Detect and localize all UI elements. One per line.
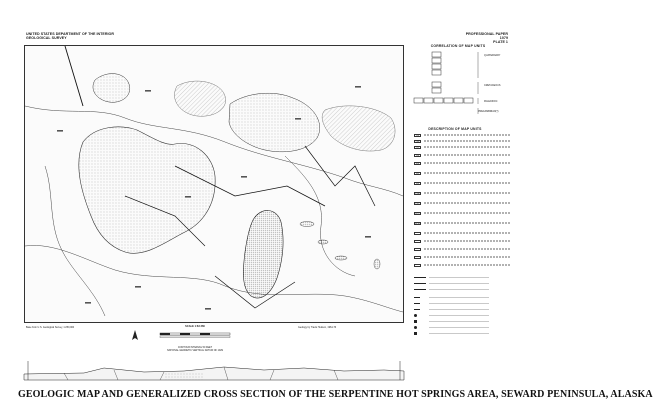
unit-row: [414, 212, 510, 216]
symbol-fault: [414, 282, 510, 285]
cross-section: [24, 358, 404, 382]
unit-code-box: Pzm: [415, 193, 420, 195]
unit-code-box: Kgr: [415, 163, 420, 165]
geologic-map[interactable]: [24, 45, 404, 323]
agency-line-2: GEOLOGICAL SURVEY: [26, 36, 67, 41]
schist-area-center: [174, 81, 225, 116]
contact-line-2: [25, 245, 403, 312]
unit-code-box: pCm: [415, 223, 420, 225]
correlation-title: CORRELATION OF MAP UNITS: [430, 44, 486, 48]
granite-body-west: [79, 127, 215, 253]
fault-line-1: [65, 46, 83, 106]
paper-number: PROFESSIONAL PAPER 1079: [465, 32, 508, 41]
symbol-hot-spring: [414, 314, 510, 317]
plate-number: PLATE 1: [493, 40, 508, 45]
north-arrow-icon: [128, 330, 142, 342]
unit-row: [414, 182, 510, 186]
unit-row: [414, 140, 510, 144]
era-label-paleozoic: PALEOZOIC: [484, 100, 498, 103]
unit-code-box: Pzs: [415, 203, 420, 205]
schist-area-east: [322, 106, 395, 151]
outcrop-3: [374, 259, 380, 269]
unit-row: [414, 232, 510, 236]
base-note: Base from U.S. Geological Survey, 1:250,000: [26, 326, 75, 329]
symbol-sample: [414, 326, 510, 329]
author-note: Geology by Travis Hudson, 1964-76: [298, 326, 337, 329]
symbol-contact: [414, 276, 510, 279]
era-label-quaternary: QUATERNARY: [484, 54, 501, 57]
paper-header: [458, 32, 508, 45]
scale-bar: [150, 331, 240, 341]
unit-row: [414, 146, 510, 150]
scale-title: SCALE 1:63 360: [185, 325, 205, 328]
symbol-lineation: [414, 308, 510, 311]
intrusive-body-south: [243, 210, 283, 298]
unit-code-box: Qg: [414, 154, 421, 157]
map-drawing: [25, 46, 403, 322]
symbol-fossil: [414, 332, 510, 335]
unit-row: [414, 248, 510, 252]
datum-note: NATIONAL GEODETIC VERTICAL DATUM OF 1929: [166, 349, 223, 352]
unit-code-box: Kd: [414, 182, 421, 185]
unit-row: [414, 154, 510, 158]
unit-row: [414, 192, 510, 196]
unit-row: [414, 222, 510, 226]
symbol-mine: [414, 320, 510, 323]
agency-line-1: UNITED STATES DEPARTMENT OF THE INTERIOR: [26, 32, 115, 36]
fault-line-4: [305, 146, 375, 206]
era-label-cretaceous: CRETACEOUS: [484, 84, 501, 87]
contour-note: CONTOUR INTERVAL 50 FEET: [177, 346, 213, 349]
agency-header: [26, 32, 114, 40]
unit-row: [414, 256, 510, 260]
unit-row: [414, 162, 510, 166]
unit-row: [414, 202, 510, 206]
symbol-strike-dip: [414, 296, 510, 299]
unit-code-box: Qa: [414, 134, 421, 137]
outcrop-2: [318, 240, 328, 244]
unit-code-box: Qt: [414, 146, 421, 149]
unit-row: [414, 264, 510, 268]
unit-code-box: Qal: [415, 141, 420, 143]
outcrop-1: [300, 222, 314, 227]
outcrop-4: [335, 256, 347, 260]
unit-row: [414, 172, 510, 176]
granite-body-northwest: [93, 74, 130, 103]
unit-code-box: pCs: [415, 213, 420, 215]
scale-block: [150, 325, 240, 357]
symbol-thrust: [414, 288, 510, 291]
page-title: GEOLOGIC MAP AND GENERALIZED CROSS SECTION OF THE SERPENTINE HOT SPRINGS AREA, SEWARD PENINSULA, ALASKA: [18, 389, 653, 400]
unit-code-box: Kg: [414, 172, 421, 175]
era-label-precambrian: PRECAMBRIAN(?): [478, 110, 499, 113]
unit-row: [414, 240, 510, 244]
granite-body-north: [229, 93, 320, 152]
description-title: DESCRIPTION OF MAP UNITS: [428, 127, 482, 131]
symbol-foliation: [414, 302, 510, 305]
unit-row: [414, 134, 510, 138]
